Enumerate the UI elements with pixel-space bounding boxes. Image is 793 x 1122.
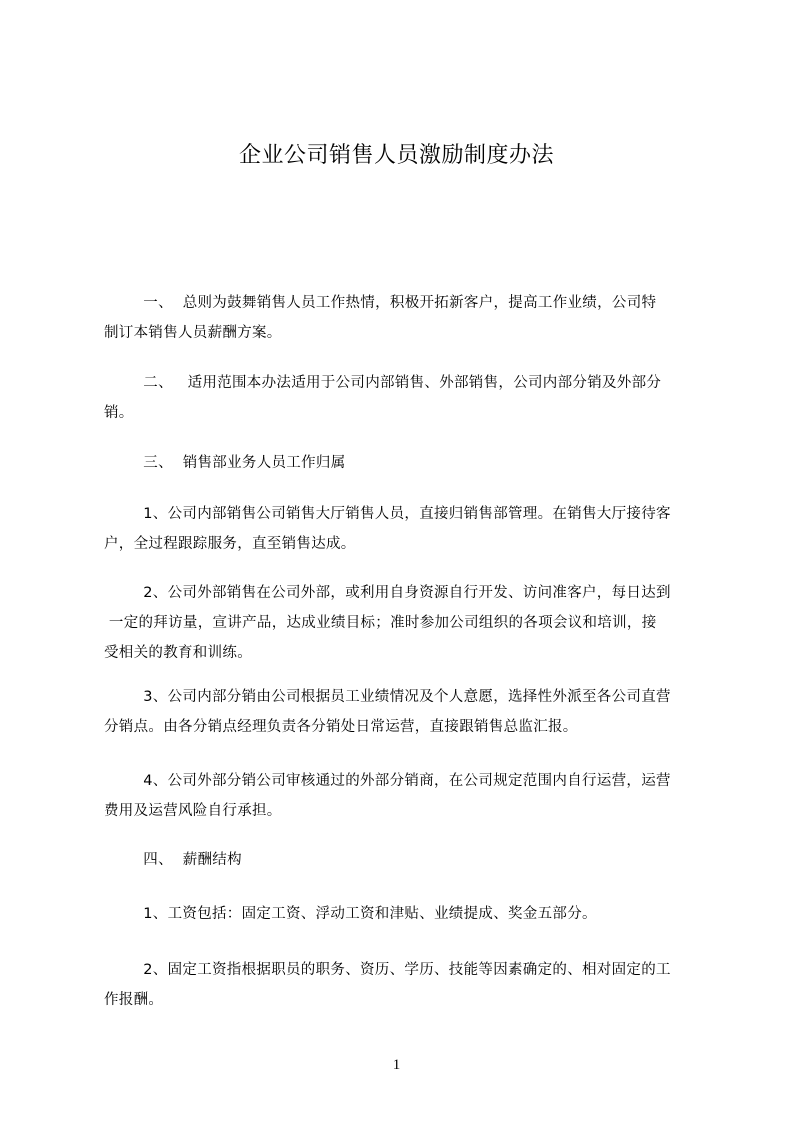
paragraph-line: 2、固定工资指根据职员的职务、资历、学历、技能等因素确定的、相对固定的工 [104, 962, 671, 978]
paragraph-internal-sales [104, 499, 708, 559]
paragraph-scope [104, 368, 708, 428]
paragraph-external-sales [104, 578, 708, 668]
paragraph-line: 四、 薪酬结构 [104, 852, 242, 868]
paragraph-line: 户，全过程跟踪服务，直至销售达成。 [104, 536, 356, 552]
paragraph-general-rules [104, 288, 708, 348]
paragraph-line: 受相关的教育和训练。 [104, 645, 252, 661]
paragraph-line: 1、工资包括：固定工资、浮动工资和津贴、业绩提成、奖金五部分。 [104, 906, 597, 922]
paragraph-line: 3、公司内部分销由公司根据员工业绩情况及个人意愿，选择性外派至各公司直营 [104, 689, 671, 705]
paragraph-line: 三、 销售部业务人员工作归属 [104, 455, 346, 471]
paragraph-line: 1、公司内部销售公司销售大厅销售人员，直接归销售部管理。在销售大厅接待客 [104, 506, 671, 522]
paragraph-line: 分销点。由各分销点经理负责各分销处日常运营，直接跟销售总监汇报。 [104, 719, 578, 735]
paragraph-internal-distribution [104, 682, 708, 742]
paragraph-fixed-salary [104, 955, 708, 1015]
paragraph-line: 费用及运营风险自行承担。 [104, 803, 282, 819]
page-number: 1 [392, 1057, 401, 1073]
paragraph-line: 二、 适用范围本办法适用于公司内部销售、外部销售，公司内部分销及外部分 [104, 375, 662, 391]
paragraph-line: 4、公司外部分销公司审核通过的外部分销商，在公司规定范围内自行运营，运营 [104, 773, 671, 789]
paragraph-line: 一定的拜访量，宣讲产品，达成业绩目标；准时参加公司组织的各项会议和培训，接 [104, 615, 657, 631]
paragraph-line: 制订本销售人员薪酬方案。 [104, 325, 282, 341]
paragraph-line: 2、公司外部销售在公司外部，或利用自身资源自行开发、访问准客户，每日达到 [104, 585, 671, 601]
paragraph-section-three-heading [104, 448, 708, 478]
document-title: 企业公司销售人员激励制度办法 [238, 143, 554, 168]
paragraph-salary-components [104, 899, 708, 929]
paragraph-line: 作报酬。 [104, 992, 164, 1008]
paragraph-salary-structure-heading [104, 845, 708, 875]
paragraph-external-distribution [104, 766, 708, 826]
paragraph-line: 销。 [104, 405, 134, 421]
paragraph-line: 一、 总则为鼓舞销售人员工作热情，积极开拓新客户，提高工作业绩，公司特 [104, 295, 657, 311]
